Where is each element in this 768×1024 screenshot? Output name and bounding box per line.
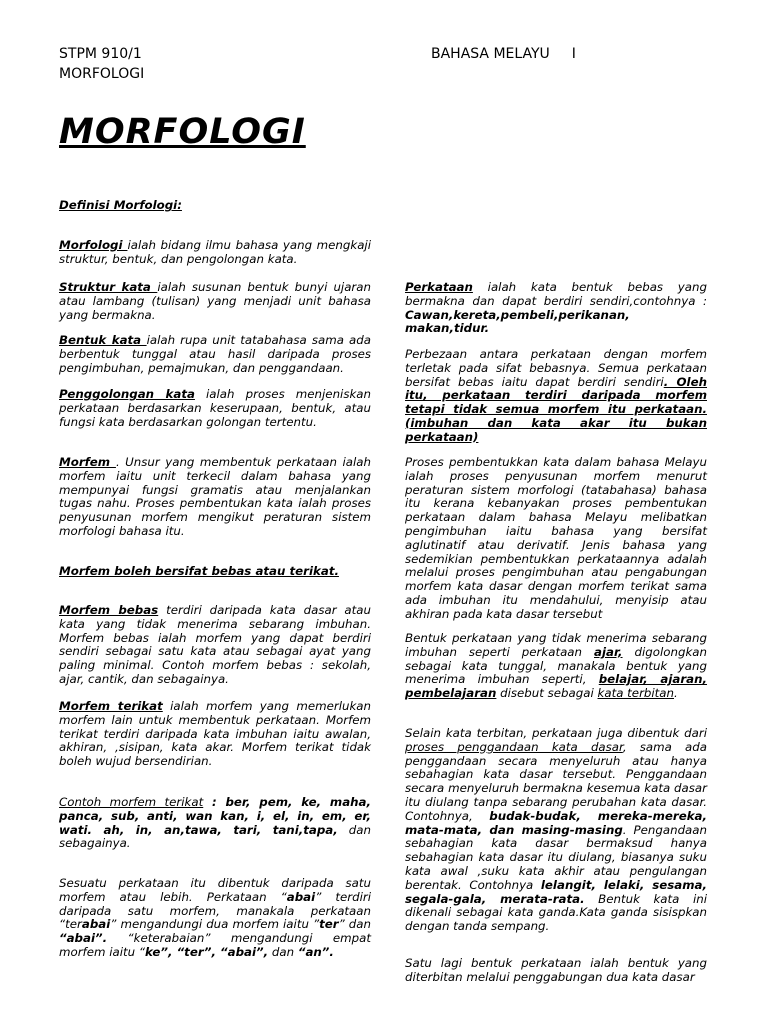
bold-segment: “an”. xyxy=(297,944,334,959)
text-segment: ” dan xyxy=(338,917,371,932)
text-segment: Bentuk kata ini dikenali sebagai kata ganda.Kata ganda sisispkan dengan tanda sempang. xyxy=(405,891,707,934)
underline-segment: proses penggandaan kata dasar xyxy=(405,739,623,754)
page-title: MORFOLOGI xyxy=(59,112,306,152)
text-segment: Bentuk perkataan yang tidak menerima sebarang imbuhan seperti perkataan xyxy=(405,631,707,659)
text-segment: disebut sebagai xyxy=(496,686,598,701)
text-segment: Sesuatu perkataan itu dibentuk daripada satu morfem atau lebih. Perkataan “ xyxy=(59,876,371,904)
text-segment: ” terdiri daripada satu morfem, manakala perkataan “ter xyxy=(59,889,371,932)
section-name: MORFOLOGI xyxy=(59,66,145,82)
term-perkataan: Perkataan xyxy=(405,280,473,294)
paragraph-proses-pembentukkan xyxy=(405,456,707,622)
paragraph-text: Perbezaan antara perkataan dengan morfem terletak pada sifat bebasnya. Semua perkataan bersifat bebas iaitu dapat berdiri sendiri xyxy=(405,347,707,389)
label-contoh-morfem-terikat: Contoh morfem terikat xyxy=(59,795,204,809)
subject-name: BAHASA MELAYU xyxy=(431,46,550,62)
paragraph-contoh-morfem-terikat xyxy=(59,796,371,851)
paragraph-bentuk-perkataan xyxy=(405,632,707,701)
paragraph-satu-lagi xyxy=(405,957,707,985)
paragraph-morfem xyxy=(59,456,371,539)
underline-segment: kata terbitan xyxy=(597,686,675,701)
course-code: STPM 910/1 xyxy=(59,46,142,62)
bold-underline-segment: ajar, xyxy=(594,644,623,659)
term-morfem-terikat: Morfem terikat xyxy=(59,699,163,713)
bold-underline-segment: belajar, ajaran, pembelajaran xyxy=(405,672,708,701)
header-left xyxy=(59,44,144,84)
text-segment: ” mengandungi dua morfem iaitu ” xyxy=(110,917,320,932)
term-morfem-bebas: Morfem bebas xyxy=(59,603,159,617)
paragraph-morfem-bebas xyxy=(59,604,371,687)
paragraph-text: ialah rupa unit tatabahasa sama ada berbentuk tunggal atau hasil daripada proses pengimbuhan, pemajmukan, dan penggandaan. xyxy=(59,333,371,375)
bold-segment: lelangit, lelaki, sesama, segala-gala, merata-rata. xyxy=(405,877,707,906)
morfem-bebas-terikat-heading: Morfem boleh bersifat bebas atau terikat. xyxy=(59,564,339,578)
term-penggolongan-kata: Penggolongan kata xyxy=(59,387,195,401)
paragraph-text: ialah susunan bentuk bunyi ujaran atau lambang (tulisan) yang menjadi unit bahasa yang bermakna. xyxy=(59,280,371,322)
text-segment: dan xyxy=(268,944,298,959)
text-segment: . Pengandaan sebahagian kata dasar bermaksud hanya sebahagian kata dasar itu diulang, biasanya suku kata awal ,suku kata akhir atau pengulangan berentak. Contohnya xyxy=(405,822,707,892)
term-morfem: Morfem xyxy=(59,455,116,469)
paragraph-struktur-kata xyxy=(59,281,371,322)
paper-number: I xyxy=(571,46,576,62)
bold-segment: abai xyxy=(286,889,316,904)
perbezaan-emphasis: . Oleh itu, perkataan terdiri daripada morfem tetapi tidak semua morfem itu perkataan.(imbuhan dan kata akar itu bukan perkataan) xyxy=(405,374,708,444)
paragraph-morfem-terikat xyxy=(59,700,371,769)
bold-segment: ter xyxy=(319,917,339,932)
perkataan-examples: Cawan,kereta,pembeli,perikanan, makan,tidur. xyxy=(405,307,630,336)
paragraph-perbezaan xyxy=(405,348,707,445)
paragraph-text: Proses pembentukkan kata dalam bahasa Melayu ialah proses penyusunan morfem menurut peraturan sistem morfologi (tatabahasa) bahasa itu kerana kebanyakan proses pembentukan perkataan dalam bahasa Melayu melibatkan pengimbuhan iaitu bahasa yang bersifat aglutinatif atau derivatif. Jenis bahasa yang sedemikian pembentukkan perkataannya adalah melalui proses pengimbuhan atau pengabungan morfem kata dasar dengan morfem terikat sama ada imbuhan itu mendahului, menyisip atau akhiran pada kata dasar tersebut xyxy=(405,455,707,621)
paragraph-perkataan xyxy=(405,281,707,336)
text-segment: digolongkan sebagai kata tunggal, manakala bentuk yang menerima imbuhan seperti, xyxy=(405,644,707,687)
paragraph-penggandaan xyxy=(405,727,707,934)
bold-segment: abai xyxy=(81,917,111,932)
term-bentuk-kata: Bentuk kata xyxy=(59,333,147,347)
paragraph-text: . Unsur yang membentuk perkataan ialah morfem iaitu unit terkecil dalam bahasa yang mempunyai fungsi gramatis atau menjalankan tugas nahu. Proses pembentukan kata ialah proses penyusunan morfem mengikut peraturan sistem morfologi bahasa itu. xyxy=(59,455,371,538)
text-segment: “keterabaian” mengandungi empat morfem iaitu “ xyxy=(59,931,371,959)
paragraph-morfologi xyxy=(59,239,371,267)
paragraph-text: ialah morfem yang memerlukan morfem lain untuk membentuk perkataan. Morfem terikat terdiri daripada kata imbuhan iaitu awalan, akhiran, ,sisipan, kata akar. Morfem terikat tidak boleh wujud bersendirian. xyxy=(59,699,371,769)
paragraph-text: ialah kata bentuk bebas yang bermakna dan dapat berdiri sendiri,contohnya : xyxy=(405,280,707,308)
paragraph-text: Satu lagi bentuk perkataan ialah bentuk yang diterbitan melalui penggabungan dua kata dasar xyxy=(405,956,707,984)
bold-segment: budak-budak, mereka-mereka, mata-mata, dan masing-masing xyxy=(405,808,707,837)
text-segment: . xyxy=(674,686,678,701)
paragraph-text: dan sebagainya. xyxy=(59,822,371,851)
paragraph-penggolongan-kata xyxy=(59,388,371,429)
term-morfologi: Morfologi xyxy=(59,238,128,252)
paragraph-contoh-perkataan xyxy=(59,877,371,960)
bold-segment: ke”, “ter”, “abai”, xyxy=(144,944,269,959)
header-right xyxy=(431,44,576,64)
paragraph-bentuk-kata xyxy=(59,334,371,375)
definisi-heading: Definisi Morfologi: xyxy=(59,198,182,212)
text-segment: Selain kata terbitan, perkataan juga dibentuk dari xyxy=(405,726,707,740)
paragraph-text: ialah bidang ilmu bahasa yang mengkaji struktur, bentuk, dan pengolongan kata. xyxy=(59,238,371,266)
list-imbuhan: : ber, pem, ke, maha, panca, sub, anti, wan kan, i, el, in, em, er, wati. ah, in, an,tawa, tari, tani,tapa, xyxy=(59,795,371,837)
text-segment: , sama ada penggandaan secara menyeluruh atau hanya sebahagian kata dasar tersebut. Penggandaan secara menyeluruh bermakna kesemua kata dasar itu diulang tanpa sebarang perubahan kata dasar. Contohnya, xyxy=(405,739,707,823)
paragraph-text: terdiri daripada kata dasar atau kata yang tidak menerima sebarang imbuhan. Morfem bebas ialah morfem yang dapat berdiri sendiri sebagai satu kata atau sebagai ayat yang paling minimal. Contoh morfem bebas : sekolah, ajar, cantik, dan sebagainya. xyxy=(59,603,371,686)
term-struktur-kata: Struktur kata xyxy=(59,280,158,294)
paragraph-text: ialah proses menjeniskan perkataan berdasarkan keserupaan, bentuk, atau fungsi kata berdasarkan golongan tertentu. xyxy=(59,387,372,429)
bold-segment: “abai”. xyxy=(59,931,108,946)
